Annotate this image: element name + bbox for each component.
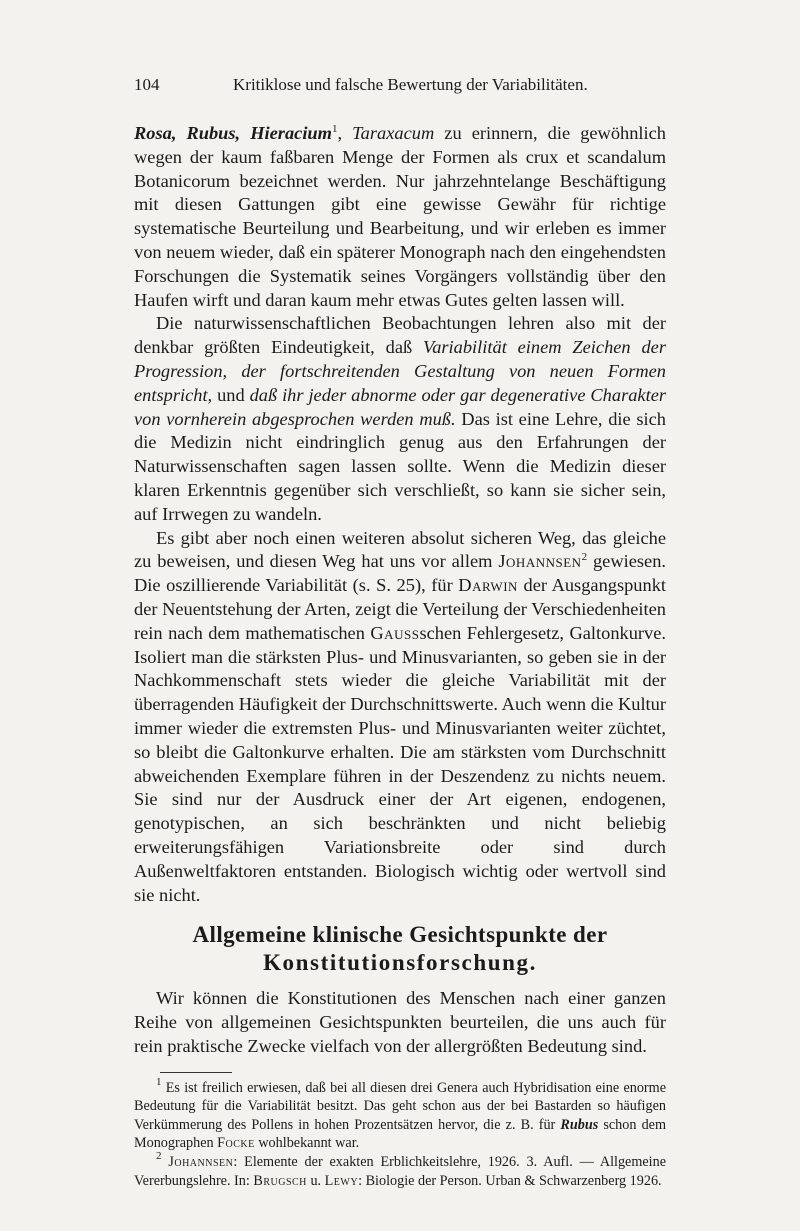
footnote-mark: 1 [156, 1075, 162, 1088]
footnote-ref-2[interactable]: 2 [581, 551, 588, 564]
genera-names: Rosa, Rubus, Hieracium [134, 123, 332, 143]
emphasis-text: daß ihr jeder abnorme oder gar degenerative Charakter von vornherein abgesprochen werden muß. [134, 384, 667, 429]
footnote-1 [134, 1075, 666, 1153]
paragraph-text: zu erinnern, die gewöhnlich wegen der kaum faßbaren Menge der Formen als crux et scandalum Botanicorum bezeichnet werden. Nur jahrzehntelange Beschäftigung mit diesen Gattungen gibt eine gewisse Gewähr für richtige systematische Beurteilung und Bearbeitung, und wir erleben es immer von neuem wieder, daß ein späterer Monograph nach den eingehendsten Forschungen die Systematik seines Vorgängers vollständig über den Haufen wirft und daran kaum mehr etwas Gutes gelten lassen will. [134, 123, 667, 310]
paragraph-constitutions [134, 987, 666, 1058]
emphasis-text: Variabilität einem Zeichen der Progression, der fortschreitenden Gestaltung von neuen Formen entspricht, [134, 337, 666, 405]
paragraph-text: Die naturwissenschaftlichen Beobachtungen lehren also mit der denkbar größten Eindeutigkeit, daß [134, 313, 666, 358]
paragraph-text: gewiesen. Die oszillierende Variabilität (s. S. 25), für [134, 551, 666, 596]
paragraph-text: und [212, 384, 250, 405]
paragraph-galton [134, 527, 666, 908]
running-title: Kritiklose und falsche Bewertung der Variabilitäten. [233, 75, 588, 94]
footnote-mark: 2 [156, 1150, 162, 1163]
author-name: Gauss [370, 622, 420, 643]
body-text [134, 122, 666, 1190]
footnote-text: : Biologie der Person. Urban & Schwarzenberg 1926. [358, 1172, 662, 1189]
footnote-text: Es ist freilich erwiesen, daß bei all diesen drei Genera auch Hybridisation eine enorme Bedeutung für die Variabilität besitzt. Das geht schon aus der bei Bastarden so häufigen Verkümmerung des Pollens in hohen Prozentsätzen hervor, die z. B. für [134, 1079, 666, 1133]
taraxacum-name: Taraxacum [352, 123, 435, 143]
author-name: Focke [217, 1135, 255, 1152]
heading-line-2: Konstitutionsforschung. [263, 950, 537, 976]
footnote-divider [160, 1072, 232, 1073]
footnote-text: u. [306, 1172, 325, 1189]
paragraph-variability [134, 312, 666, 526]
footnotes [134, 1075, 667, 1191]
paragraph-text: Wir können die Konstitutionen des Menschen nach einer ganzen Reihe von allgemeinen Gesichtspunkten beurteilen, die uns auch für rein praktische Zwecke vielfach von der allergrößten Bedeutung sind. [134, 988, 666, 1056]
paragraph-text: schen Fehlergesetz, Galtonkurve. Isoliert man die stärksten Plus- und Minusvarianten, so geben sie in der Nachkommenschaft stets wieder die gleiche Variabilität mit der überragenden Häufigkeit der Durchschnittswerte. Auch wenn die Kultur immer wieder die extremsten Plus- und Minusvarianten weiter züchtet, so bleibt die Galtonkurve erhalten. Die am stärksten vom Durchschnitt abweichenden Exemplare führen in der Deszendenz zu nichts neuem. Sie sind nur der Ausdruck einer der Art eigenen, endogenen, genotypischen, an sich beschränkten und nicht beliebig erweiterungsfähigen Variationsbreite oder sind durch Außenweltfaktoren entstanden. Biologisch wichtig oder wertvoll sind sie nicht. [134, 622, 666, 905]
footnote-text: wohlbekannt war. [254, 1135, 360, 1152]
author-name: Lewy [324, 1172, 359, 1189]
footnote-text: : Elemente der exakten Erblichkeitslehre, 1926. 3. Aufl. — Allgemeine Vererbungslehre. In: [134, 1154, 667, 1189]
footnote-ref-1[interactable]: 1 [331, 123, 338, 135]
author-name: Johannsen [498, 551, 582, 572]
paragraph-text: Es gibt aber noch einen weiteren absolut sicheren Weg, das gleiche zu beweisen, und diesen Weg hat uns vor allem [134, 527, 666, 572]
author-name: Brugsch [253, 1172, 307, 1189]
separator: , [337, 123, 353, 143]
author-name: Johannsen [168, 1154, 234, 1171]
section-heading [134, 921, 666, 977]
genus-name: Rubus [560, 1116, 599, 1133]
paragraph-text: der Ausgangspunkt der Neuentstehung der Arten, zeigt die Verteilung der Verschiedenheiten rein nach dem mathematischen [134, 575, 667, 643]
footnote-text: schon dem Monographen [134, 1116, 666, 1152]
heading-line-1: Allgemeine klinische Gesichtspunkte der [192, 922, 608, 948]
paragraph-text: Das ist eine Lehre, die sich die Medizin nicht eindringlich genug aus den Erfahrungen der Naturwissenschaften sagen lassen sollte. Wenn die Medizin dieser klaren Erkenntnis gegenüber sich verschließt, so kann sie sicher sein, auf Irrwegen zu wandeln. [134, 408, 666, 524]
author-name: Darwin [458, 575, 518, 596]
page-number: 104 [134, 75, 160, 94]
paragraph-genera [134, 122, 666, 312]
footnote-2 [134, 1150, 667, 1190]
